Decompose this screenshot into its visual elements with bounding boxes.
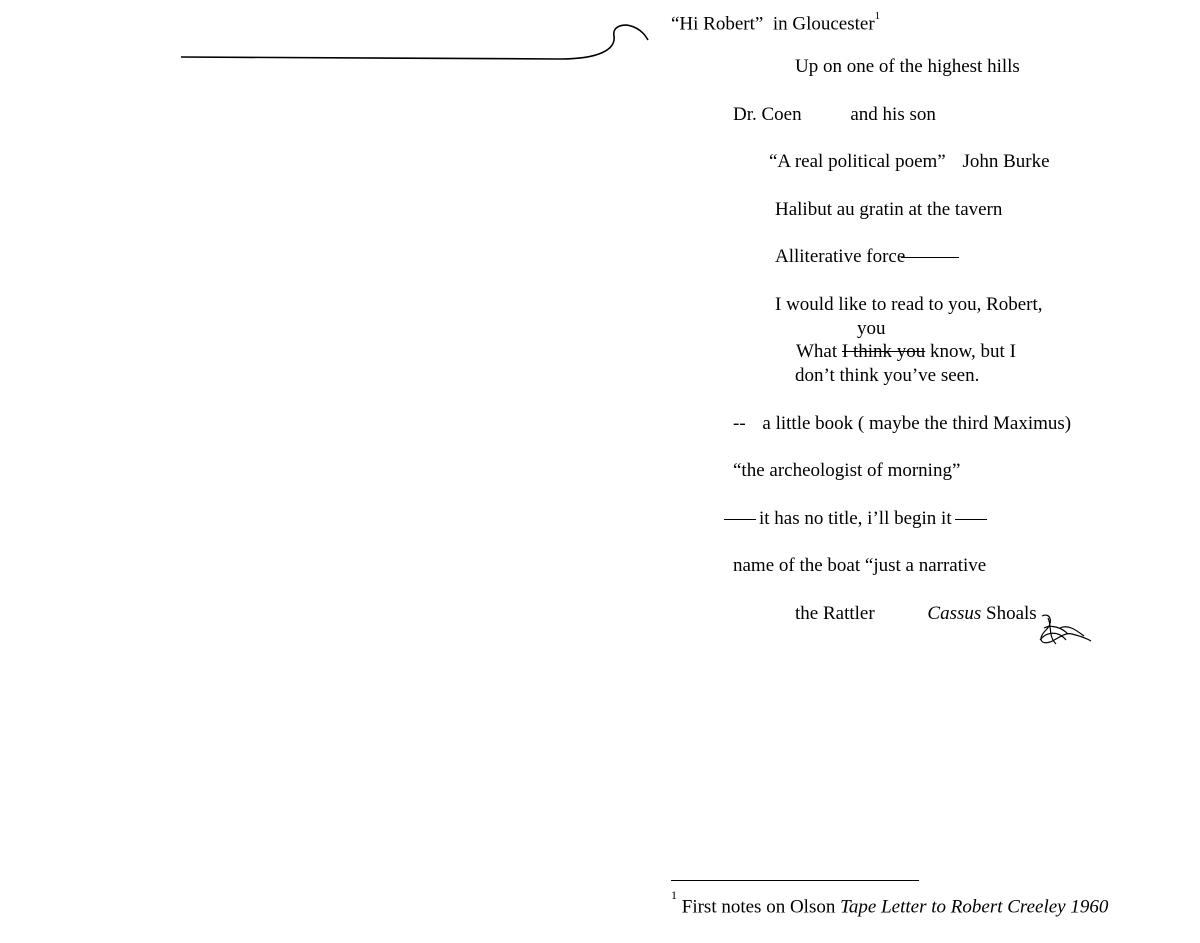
john-burke: John Burke — [962, 151, 1050, 172]
footnote-divider — [671, 880, 919, 881]
trailing-rule — [955, 519, 987, 520]
note-line-what-know — [796, 341, 1016, 363]
struck-text: I think you — [841, 341, 926, 362]
cassus-text: Cassus — [927, 603, 982, 624]
note-line-rattler — [795, 603, 1037, 625]
political-poem-quote: “A real political poem” — [769, 151, 946, 172]
note-line-read-to-you: I would like to read to you, Robert, — [775, 294, 1043, 315]
greeting-place: in Gloucester — [772, 13, 875, 35]
little-book-text: a little book ( maybe the third Maximus) — [762, 413, 1072, 434]
note-line-seen: don’t think you’ve seen. — [795, 365, 980, 386]
greeting-quote: “Hi Robert” — [671, 13, 764, 35]
know-text: know, but I — [930, 341, 1016, 362]
no-title-text: it has no title, i’ll begin it — [759, 508, 952, 529]
note-line-greeting — [671, 8, 880, 35]
footnote-title: Tape Letter to Robert Creeley 1960 — [840, 896, 1109, 918]
leading-dashes: -- — [733, 413, 746, 434]
what-word: What — [796, 341, 838, 362]
note-line-alliterative — [775, 246, 959, 268]
footnote-number: 1 — [671, 888, 677, 902]
leading-rule — [724, 519, 756, 520]
note-line-halibut: Halibut au gratin at the tavern — [775, 199, 1003, 220]
note-line-boat: name of the boat “just a narrative — [733, 555, 987, 576]
note-line-no-title — [724, 508, 987, 530]
coen-son: and his son — [850, 104, 936, 125]
coen-name: Dr. Coen — [733, 104, 802, 125]
alliterative-text: Alliterative force — [775, 246, 906, 267]
inserted-word: you — [857, 318, 886, 339]
footnote-reference: 1 — [874, 10, 881, 22]
shoals-text: Shoals — [986, 603, 1037, 624]
footnote — [671, 889, 1108, 919]
note-line-little-book — [733, 413, 1071, 435]
note-line-hills: Up on one of the highest hills — [795, 56, 1020, 77]
footnote-text: First notes on Olson — [681, 896, 836, 918]
rattler-text: the Rattler — [795, 603, 875, 624]
note-line-archeologist: “the archeologist of morning” — [733, 460, 961, 481]
scribble-mark — [1040, 615, 1091, 644]
hand-drawn-curve — [181, 25, 648, 59]
trailing-rule — [901, 257, 959, 258]
note-line-political-poem — [769, 151, 1050, 173]
note-line-coen — [733, 104, 936, 126]
